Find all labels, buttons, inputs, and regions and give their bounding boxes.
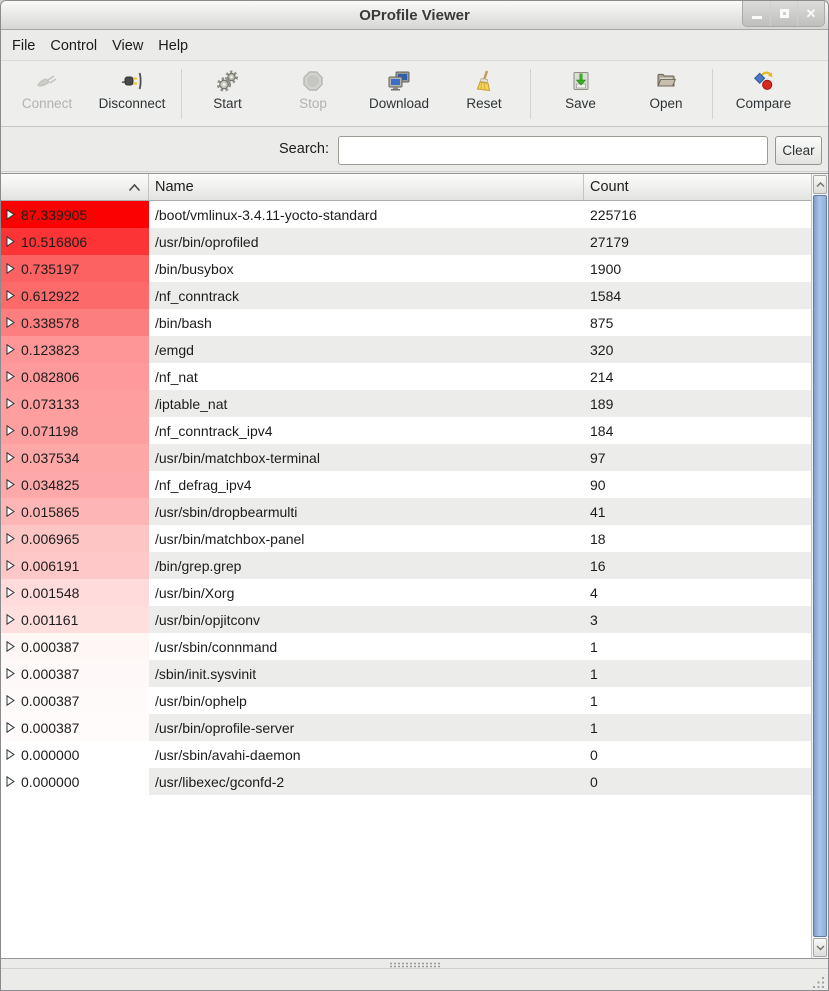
count-cell[interactable]: 1900 bbox=[584, 255, 812, 282]
disconnect-plug-icon bbox=[120, 69, 144, 93]
percent-value: 0.612922 bbox=[21, 287, 80, 304]
count-cell[interactable]: 4 bbox=[584, 579, 812, 606]
maximize-icon bbox=[780, 9, 789, 18]
percent-value: 0.006965 bbox=[21, 530, 80, 547]
row-expander-icon[interactable] bbox=[6, 641, 15, 652]
percent-cell[interactable] bbox=[1, 687, 149, 714]
search-input[interactable] bbox=[338, 136, 768, 165]
menu-view[interactable]: View bbox=[112, 37, 144, 54]
count-cell[interactable]: 27179 bbox=[584, 228, 812, 255]
toolbar-button-label: Stop bbox=[299, 96, 327, 111]
count-cell[interactable]: 0 bbox=[584, 768, 812, 795]
table-body bbox=[1, 201, 812, 795]
column-header-percent[interactable] bbox=[1, 174, 149, 200]
percent-cell[interactable] bbox=[1, 633, 149, 660]
toolbar-button-label: Compare bbox=[735, 96, 792, 111]
row-expander-icon[interactable] bbox=[6, 776, 15, 787]
percent-cell[interactable] bbox=[1, 552, 149, 579]
table-row[interactable] bbox=[1, 282, 812, 309]
start-button[interactable] bbox=[195, 67, 260, 121]
row-expander-icon[interactable] bbox=[6, 344, 15, 355]
scrollbar-thumb[interactable] bbox=[813, 195, 827, 937]
name-cell[interactable]: /usr/bin/oprofiled bbox=[149, 228, 584, 255]
row-expander-icon[interactable] bbox=[6, 560, 15, 571]
search-bar bbox=[1, 128, 828, 172]
table-row[interactable] bbox=[1, 228, 812, 255]
name-cell[interactable]: /emgd bbox=[149, 336, 584, 363]
percent-value: 0.000000 bbox=[21, 773, 80, 790]
row-expander-icon[interactable] bbox=[6, 668, 15, 679]
table-row[interactable] bbox=[1, 390, 812, 417]
connect-plug-icon bbox=[35, 69, 59, 93]
clear-button[interactable]: Clear bbox=[775, 136, 822, 165]
count-cell[interactable]: 189 bbox=[584, 390, 812, 417]
stop-octagon-icon bbox=[301, 69, 325, 93]
percent-cell[interactable] bbox=[1, 390, 149, 417]
name-cell[interactable]: /usr/sbin/connmand bbox=[149, 633, 584, 660]
count-cell[interactable]: 18 bbox=[584, 525, 812, 552]
row-expander-icon[interactable] bbox=[6, 317, 15, 328]
row-expander-icon[interactable] bbox=[6, 749, 15, 760]
chevron-up-icon bbox=[816, 182, 825, 188]
name-cell[interactable]: /sbin/init.sysvinit bbox=[149, 660, 584, 687]
percent-value: 0.015865 bbox=[21, 503, 80, 520]
toolbar-separator bbox=[181, 69, 182, 119]
percent-value: 0.006191 bbox=[21, 557, 80, 574]
name-cell[interactable]: /usr/bin/matchbox-panel bbox=[149, 525, 584, 552]
toolbar-separator bbox=[530, 69, 531, 119]
table-header bbox=[1, 174, 812, 201]
open-button[interactable] bbox=[636, 67, 696, 121]
menubar bbox=[1, 31, 828, 60]
download-monitors-icon bbox=[387, 69, 411, 93]
toolbar bbox=[1, 60, 828, 127]
table-row[interactable] bbox=[1, 660, 812, 687]
table-row[interactable] bbox=[1, 741, 812, 768]
name-cell[interactable]: /bin/busybox bbox=[149, 255, 584, 282]
row-expander-icon[interactable] bbox=[6, 614, 15, 625]
count-cell[interactable]: 0 bbox=[584, 741, 812, 768]
name-cell[interactable]: /usr/sbin/avahi-daemon bbox=[149, 741, 584, 768]
reset-button[interactable] bbox=[453, 67, 515, 121]
name-cell[interactable]: /usr/bin/ophelp bbox=[149, 687, 584, 714]
search-label: Search: bbox=[279, 141, 329, 157]
percent-cell[interactable] bbox=[1, 444, 149, 471]
percent-value: 0.073133 bbox=[21, 395, 80, 412]
row-expander-icon[interactable] bbox=[6, 398, 15, 409]
percent-value: 0.000387 bbox=[21, 692, 80, 709]
vertical-scrollbar[interactable] bbox=[811, 174, 828, 958]
titlebar[interactable] bbox=[1, 1, 828, 30]
percent-cell[interactable] bbox=[1, 714, 149, 741]
percent-value: 0.037534 bbox=[21, 449, 80, 466]
percent-value: 0.000387 bbox=[21, 638, 80, 655]
percent-cell[interactable] bbox=[1, 741, 149, 768]
percent-value: 0.735197 bbox=[21, 260, 80, 277]
name-cell[interactable]: /usr/libexec/gconfd-2 bbox=[149, 768, 584, 795]
count-cell[interactable]: 184 bbox=[584, 417, 812, 444]
row-expander-icon[interactable] bbox=[6, 425, 15, 436]
save-icon bbox=[569, 69, 593, 93]
percent-value: 0.001161 bbox=[21, 611, 79, 628]
window-controls bbox=[742, 1, 825, 27]
count-cell[interactable]: 90 bbox=[584, 471, 812, 498]
close-button[interactable] bbox=[797, 1, 824, 26]
minimize-icon bbox=[752, 16, 762, 19]
percent-value: 10.516806 bbox=[21, 233, 88, 250]
percent-cell[interactable] bbox=[1, 201, 149, 228]
percent-value: 0.000000 bbox=[21, 746, 80, 763]
compare-shapes-icon bbox=[752, 69, 776, 93]
row-expander-icon[interactable] bbox=[6, 479, 15, 490]
percent-cell[interactable] bbox=[1, 336, 149, 363]
percent-cell[interactable] bbox=[1, 579, 149, 606]
table-row[interactable] bbox=[1, 336, 812, 363]
name-cell[interactable]: /usr/sbin/dropbearmulti bbox=[149, 498, 584, 525]
table-row[interactable] bbox=[1, 768, 812, 795]
table-row[interactable] bbox=[1, 579, 812, 606]
save-button[interactable] bbox=[552, 67, 609, 121]
profile-table bbox=[1, 173, 828, 959]
table-row[interactable] bbox=[1, 498, 812, 525]
connect-button bbox=[13, 67, 81, 121]
row-expander-icon[interactable] bbox=[6, 506, 15, 517]
reset-broom-icon bbox=[472, 69, 496, 93]
scroll-up-button[interactable] bbox=[813, 175, 827, 194]
count-cell[interactable]: 1 bbox=[584, 687, 812, 714]
table-row[interactable] bbox=[1, 363, 812, 390]
table-row[interactable] bbox=[1, 633, 812, 660]
name-cell[interactable]: /bin/grep.grep bbox=[149, 552, 584, 579]
row-expander-icon[interactable] bbox=[6, 533, 15, 544]
column-header-count[interactable]: Count bbox=[590, 179, 629, 195]
table-row[interactable] bbox=[1, 606, 812, 633]
count-cell[interactable]: 1 bbox=[584, 633, 812, 660]
percent-cell[interactable] bbox=[1, 606, 149, 633]
count-cell[interactable]: 1 bbox=[584, 714, 812, 741]
count-cell[interactable]: 97 bbox=[584, 444, 812, 471]
table-row[interactable] bbox=[1, 309, 812, 336]
percent-value: 0.001548 bbox=[21, 584, 80, 601]
name-cell[interactable]: /nf_conntrack bbox=[149, 282, 584, 309]
row-expander-icon[interactable] bbox=[6, 722, 15, 733]
toolbar-button-label: Start bbox=[213, 96, 242, 111]
table-row[interactable] bbox=[1, 687, 812, 714]
name-cell[interactable]: /iptable_nat bbox=[149, 390, 584, 417]
percent-value: 0.338578 bbox=[21, 314, 80, 331]
row-expander-icon[interactable] bbox=[6, 452, 15, 463]
stop-button bbox=[283, 67, 343, 121]
name-cell[interactable]: /usr/bin/Xorg bbox=[149, 579, 584, 606]
menu-file[interactable]: File bbox=[12, 37, 36, 54]
window-title: OProfile Viewer bbox=[359, 7, 470, 24]
sort-ascending-icon bbox=[127, 183, 142, 192]
name-cell[interactable]: /nf_defrag_ipv4 bbox=[149, 471, 584, 498]
menu-control[interactable]: Control bbox=[50, 37, 98, 54]
count-cell[interactable]: 16 bbox=[584, 552, 812, 579]
percent-value: 0.000387 bbox=[21, 665, 80, 682]
table-row[interactable] bbox=[1, 471, 812, 498]
count-cell[interactable]: 3 bbox=[584, 606, 812, 633]
start-gears-icon bbox=[216, 69, 240, 93]
maximize-button[interactable] bbox=[770, 1, 797, 26]
menu-help[interactable]: Help bbox=[158, 37, 189, 54]
table-row[interactable] bbox=[1, 417, 812, 444]
table-row[interactable] bbox=[1, 525, 812, 552]
count-cell[interactable]: 1 bbox=[584, 660, 812, 687]
table-row[interactable] bbox=[1, 201, 812, 228]
percent-cell[interactable] bbox=[1, 525, 149, 552]
table-row[interactable] bbox=[1, 255, 812, 282]
row-expander-icon[interactable] bbox=[6, 371, 15, 382]
count-cell[interactable]: 875 bbox=[584, 309, 812, 336]
open-folder-icon bbox=[654, 69, 678, 93]
toolbar-button-label: Disconnect bbox=[98, 96, 166, 111]
row-expander-icon[interactable] bbox=[6, 263, 15, 274]
scroll-down-button[interactable] bbox=[813, 938, 827, 957]
column-header-name[interactable]: Name bbox=[149, 174, 584, 200]
download-button[interactable] bbox=[357, 67, 441, 121]
percent-cell[interactable] bbox=[1, 498, 149, 525]
count-cell[interactable]: 1584 bbox=[584, 282, 812, 309]
bottom-panel bbox=[1, 960, 828, 991]
resize-grip-icon[interactable] bbox=[812, 976, 825, 989]
close-icon: ✕ bbox=[805, 6, 817, 21]
chevron-down-icon bbox=[816, 945, 825, 951]
percent-cell[interactable] bbox=[1, 228, 149, 255]
name-cell[interactable]: /usr/bin/opjitconv bbox=[149, 606, 584, 633]
percent-value: 87.339905 bbox=[21, 206, 88, 223]
row-expander-icon[interactable] bbox=[6, 695, 15, 706]
row-expander-icon[interactable] bbox=[6, 587, 15, 598]
percent-value: 0.082806 bbox=[21, 368, 80, 385]
percent-cell[interactable] bbox=[1, 255, 149, 282]
toolbar-button-label: Reset bbox=[466, 96, 502, 111]
row-expander-icon[interactable] bbox=[6, 290, 15, 301]
name-cell[interactable]: /bin/bash bbox=[149, 309, 584, 336]
toolbar-button-label: Save bbox=[565, 96, 596, 111]
toolbar-separator bbox=[712, 69, 713, 119]
percent-cell[interactable] bbox=[1, 363, 149, 390]
name-cell[interactable]: /usr/bin/oprofile-server bbox=[149, 714, 584, 741]
table-row[interactable] bbox=[1, 714, 812, 741]
table-row[interactable] bbox=[1, 552, 812, 579]
percent-cell[interactable] bbox=[1, 471, 149, 498]
percent-value: 0.123823 bbox=[21, 341, 80, 358]
percent-value: 0.000387 bbox=[21, 719, 80, 736]
percent-cell[interactable] bbox=[1, 417, 149, 444]
percent-cell[interactable] bbox=[1, 768, 149, 795]
count-cell[interactable]: 41 bbox=[584, 498, 812, 525]
statusbar bbox=[1, 969, 828, 991]
percent-value: 0.034825 bbox=[21, 476, 80, 493]
toolbar-button-label: Download bbox=[368, 96, 430, 111]
toolbar-button-label: Connect bbox=[21, 96, 73, 111]
table-row[interactable] bbox=[1, 444, 812, 471]
name-cell[interactable]: /boot/vmlinux-3.4.11-yocto-standard bbox=[149, 201, 584, 228]
row-expander-icon[interactable] bbox=[6, 209, 15, 220]
toolbar-button-label: Open bbox=[649, 96, 683, 111]
percent-cell[interactable] bbox=[1, 660, 149, 687]
percent-value: 0.071198 bbox=[21, 422, 79, 439]
count-cell[interactable]: 225716 bbox=[584, 201, 812, 228]
name-cell[interactable]: /nf_conntrack_ipv4 bbox=[149, 417, 584, 444]
name-cell[interactable]: /usr/bin/matchbox-terminal bbox=[149, 444, 584, 471]
count-cell[interactable]: 214 bbox=[584, 363, 812, 390]
minimize-button[interactable] bbox=[743, 1, 770, 26]
percent-cell[interactable] bbox=[1, 282, 149, 309]
disconnect-button[interactable] bbox=[86, 67, 178, 121]
row-expander-icon[interactable] bbox=[6, 236, 15, 247]
count-cell[interactable]: 320 bbox=[584, 336, 812, 363]
percent-cell[interactable] bbox=[1, 309, 149, 336]
compare-button[interactable] bbox=[725, 67, 802, 121]
name-cell[interactable]: /nf_nat bbox=[149, 363, 584, 390]
